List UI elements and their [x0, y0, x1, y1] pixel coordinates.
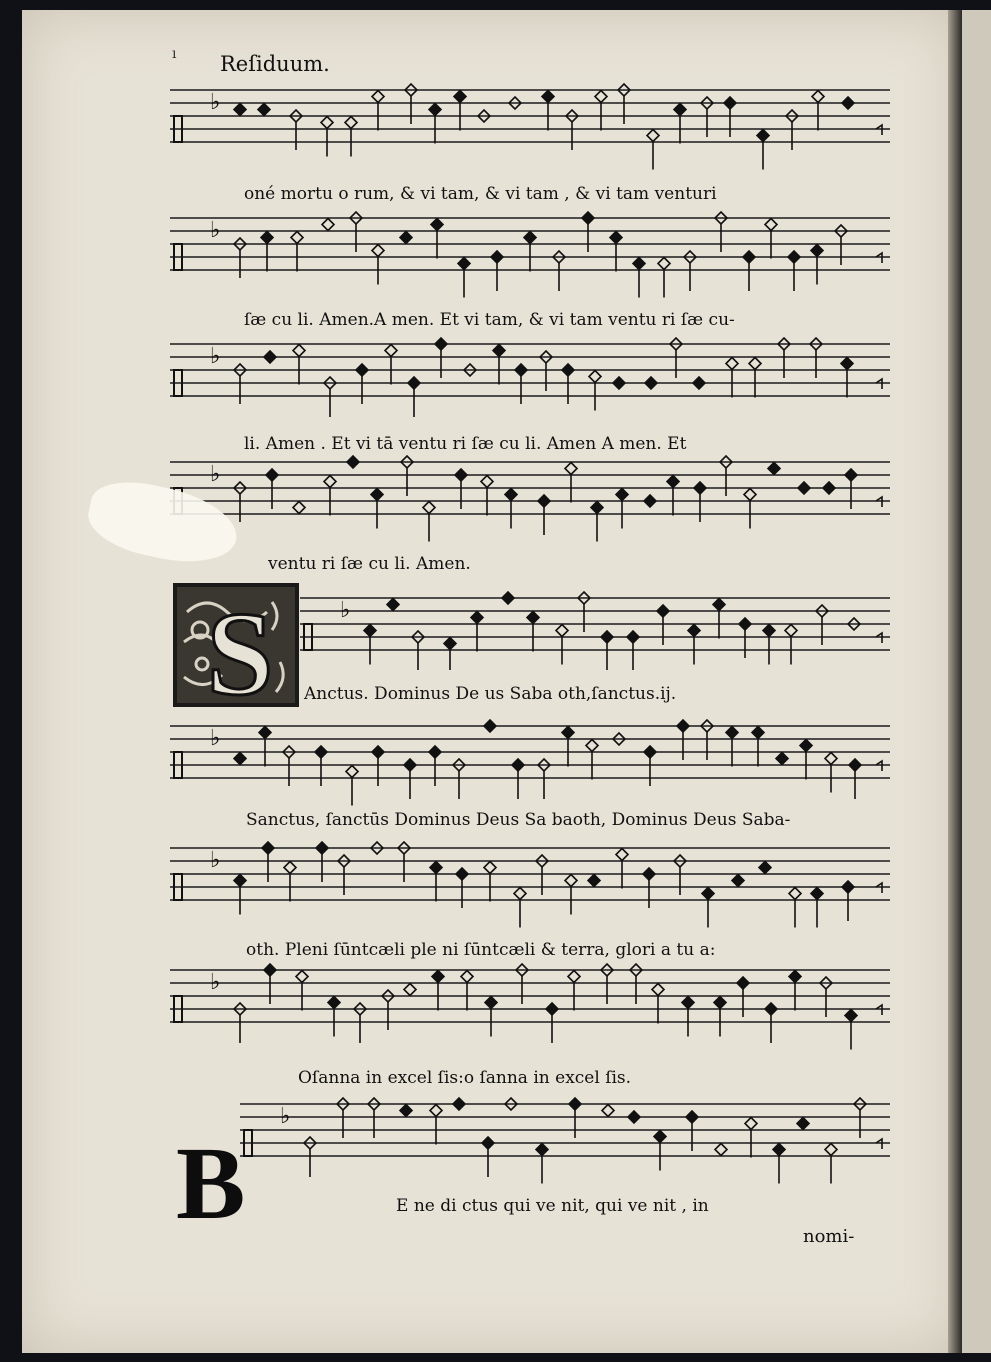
- staff-5-notation: [300, 590, 890, 670]
- staff-5: [300, 590, 890, 670]
- note: [524, 232, 536, 272]
- note: [505, 489, 517, 529]
- note: [773, 1144, 785, 1184]
- note: [262, 842, 274, 882]
- note: [484, 862, 496, 902]
- note: [726, 727, 738, 767]
- note: [768, 463, 780, 475]
- lyric-line: ventu ri ſæ cu li. Amen.: [268, 554, 471, 574]
- note: [371, 489, 383, 529]
- note: [456, 868, 468, 908]
- note: [714, 997, 726, 1037]
- note: [765, 219, 777, 259]
- note: [316, 842, 328, 882]
- staff-7-notation: [170, 840, 890, 935]
- note: [423, 502, 435, 542]
- note: [739, 618, 751, 658]
- note: [485, 997, 497, 1037]
- note: [715, 1144, 727, 1156]
- note: [613, 377, 625, 389]
- note: [644, 495, 656, 507]
- note: [296, 971, 308, 1011]
- note: [404, 984, 416, 996]
- note: [602, 1105, 614, 1117]
- staff-3-notation: [170, 336, 890, 426]
- staff-1-notation: [170, 82, 890, 172]
- note: [745, 1118, 757, 1158]
- staff-9-notation: [240, 1096, 890, 1186]
- staff-4-notation: [170, 454, 890, 544]
- note: [324, 476, 336, 516]
- note: [491, 251, 503, 291]
- note: [589, 371, 601, 411]
- note: [493, 345, 505, 385]
- note: [842, 97, 854, 109]
- note: [502, 592, 514, 604]
- note: [512, 759, 524, 799]
- note: [591, 502, 603, 542]
- note: [471, 612, 483, 652]
- facing-page-edge: [962, 10, 991, 1353]
- note: [845, 469, 857, 509]
- note: [845, 1010, 857, 1050]
- note: [694, 482, 706, 522]
- note: [657, 605, 669, 645]
- note: [645, 377, 657, 389]
- note: [458, 258, 470, 298]
- note: [293, 502, 305, 514]
- note: [841, 358, 853, 398]
- note: [654, 1131, 666, 1171]
- note: [765, 1003, 777, 1043]
- note: [400, 1105, 412, 1117]
- note: [538, 495, 550, 535]
- note: [702, 888, 714, 928]
- note: [356, 364, 368, 404]
- page-gutter: [948, 10, 962, 1353]
- note: [372, 245, 384, 285]
- note: [293, 345, 305, 385]
- note: [404, 759, 416, 799]
- note: [797, 1118, 809, 1130]
- staff-3: [170, 336, 890, 426]
- note: [652, 984, 664, 1024]
- lyric-line: Anctus. Dominus De us Saba oth,ſanctus.ij.: [304, 684, 677, 704]
- note: [454, 91, 466, 131]
- note: [408, 377, 420, 417]
- note: [515, 364, 527, 404]
- note: [536, 1144, 548, 1184]
- note: [258, 104, 270, 116]
- note: [429, 746, 441, 786]
- svg-text:♭: ♭: [210, 848, 221, 873]
- svg-text:♭: ♭: [280, 1104, 291, 1129]
- note: [667, 476, 679, 516]
- note: [811, 245, 823, 285]
- note: [568, 971, 580, 1011]
- note: [737, 977, 749, 1017]
- note: [849, 759, 861, 799]
- note: [595, 91, 607, 131]
- note: [387, 599, 399, 611]
- note: [372, 746, 384, 786]
- note: [328, 997, 340, 1037]
- note: [628, 1111, 640, 1123]
- lyric-line: ſæ cu li. Amen.A men. Et vi tam, & vi tam ventu ri ſæ cu-: [244, 310, 735, 330]
- page-mark: ı: [172, 46, 177, 62]
- staff-2-notation: [170, 210, 890, 305]
- note: [569, 1098, 581, 1138]
- note: [616, 489, 628, 529]
- note: [453, 1098, 465, 1110]
- note: [562, 727, 574, 767]
- note: [291, 232, 303, 272]
- note: [732, 875, 744, 887]
- note: [677, 720, 689, 760]
- note: [688, 625, 700, 665]
- note: [743, 251, 755, 291]
- lyric-line: li. Amen . Et vi tā ventu ri ſæ cu li. Amen A men. Et: [244, 434, 687, 454]
- note: [562, 364, 574, 404]
- note: [682, 997, 694, 1037]
- note: [430, 1105, 442, 1145]
- staff-7: [170, 840, 890, 935]
- note: [693, 377, 705, 389]
- note: [633, 258, 645, 298]
- note: [616, 849, 628, 889]
- note: [372, 91, 384, 131]
- note: [724, 97, 736, 137]
- note: [444, 638, 456, 671]
- lyric-line: Oſanna in excel ſis:o ſanna in excel ſis.: [298, 1068, 632, 1088]
- catchword: nomi-: [803, 1226, 855, 1247]
- note: [264, 351, 276, 363]
- staff-8: [170, 962, 890, 1062]
- note: [752, 727, 764, 767]
- note: [823, 482, 835, 494]
- note: [610, 232, 622, 272]
- note: [726, 358, 738, 398]
- note: [811, 888, 823, 928]
- staff-8-notation: [170, 962, 890, 1062]
- note: [284, 862, 296, 902]
- note: [556, 625, 568, 665]
- note: [565, 463, 577, 503]
- note: [785, 625, 797, 665]
- note: [482, 1137, 494, 1177]
- staff-6-notation: [170, 718, 890, 808]
- note: [674, 104, 686, 144]
- svg-text:♭: ♭: [210, 970, 221, 995]
- staff-2: [170, 210, 890, 305]
- note: [347, 456, 359, 468]
- note: [484, 720, 496, 732]
- note: [825, 1144, 837, 1184]
- note: [647, 130, 659, 170]
- staff-9: [240, 1096, 890, 1186]
- note: [763, 625, 775, 665]
- note: [514, 888, 526, 928]
- note: [261, 232, 273, 272]
- svg-text:♭: ♭: [210, 218, 221, 243]
- note: [757, 130, 769, 170]
- lyric-line: E ne di ctus qui ve nit, qui ve nit , in: [396, 1196, 709, 1216]
- note: [776, 753, 788, 765]
- svg-text:♭: ♭: [210, 726, 221, 751]
- note: [789, 971, 801, 1011]
- note: [455, 469, 467, 509]
- svg-text:♭: ♭: [340, 598, 351, 623]
- note: [565, 875, 577, 915]
- staff-1: [170, 82, 890, 172]
- decorated-initial-s: [172, 582, 300, 708]
- note: [588, 875, 600, 887]
- lyric-line: Sanctus, ſanctūs Dominus Deus Sa baoth, Dominus Deus Saba-: [246, 810, 791, 830]
- note: [321, 117, 333, 157]
- staff-4: [170, 454, 890, 544]
- note: [643, 868, 655, 908]
- note: [788, 251, 800, 291]
- svg-text:♭: ♭: [210, 462, 221, 487]
- note: [345, 117, 357, 157]
- note: [586, 740, 598, 780]
- note: [800, 740, 812, 780]
- note: [385, 345, 397, 385]
- note: [542, 91, 554, 131]
- note: [429, 104, 441, 144]
- note: [430, 862, 442, 902]
- note: [346, 766, 358, 806]
- note: [644, 746, 656, 786]
- lyric-line: oth. Pleni ſūntcæli ple ni ſūntcæli & terra, glori a tu a:: [246, 940, 716, 960]
- note: [400, 232, 412, 244]
- section-heading: Reſiduum.: [220, 52, 330, 76]
- note: [713, 599, 725, 639]
- note: [759, 862, 771, 874]
- note: [322, 219, 334, 231]
- note: [435, 338, 447, 378]
- note: [364, 625, 376, 665]
- note: [842, 881, 854, 921]
- svg-text:♭: ♭: [210, 90, 221, 115]
- initial-b: B: [176, 1126, 246, 1241]
- note: [481, 476, 493, 516]
- note: [266, 469, 278, 509]
- note: [527, 612, 539, 652]
- svg-text:♭: ♭: [210, 344, 221, 369]
- note: [546, 1003, 558, 1043]
- note: [234, 875, 246, 915]
- note: [234, 104, 246, 116]
- note: [789, 888, 801, 928]
- note: [432, 971, 444, 1011]
- note: [264, 964, 276, 1004]
- note: [461, 971, 473, 1011]
- note: [658, 258, 670, 298]
- staff-6: [170, 718, 890, 808]
- note: [744, 489, 756, 529]
- note: [686, 1111, 698, 1151]
- note: [431, 219, 443, 259]
- note: [582, 212, 594, 252]
- note: [798, 482, 810, 494]
- note: [315, 746, 327, 786]
- note: [825, 753, 837, 793]
- note: [234, 753, 246, 765]
- note: [812, 91, 824, 131]
- initial-s-letter: S: [206, 587, 274, 708]
- note: [259, 727, 271, 767]
- lyric-line: oné mortu o rum, & vi tam, & vi tam , & vi tam venturi: [244, 184, 717, 204]
- note: [749, 358, 761, 398]
